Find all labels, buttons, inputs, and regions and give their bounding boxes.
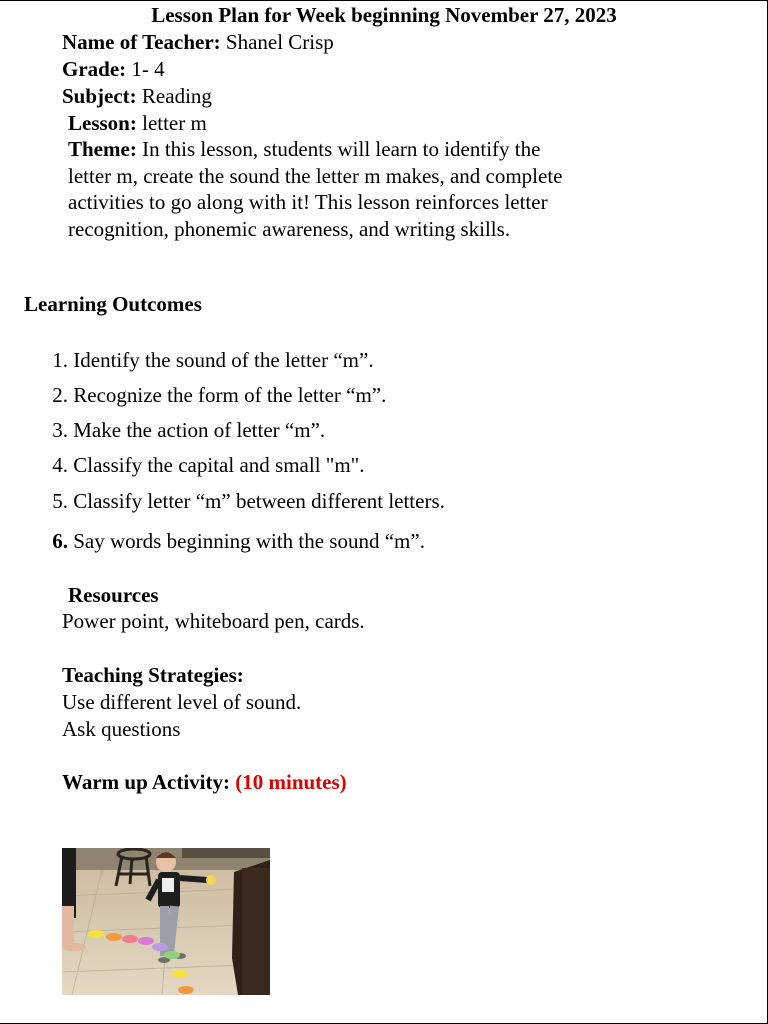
theme-label: Theme: [68, 137, 137, 161]
learning-outcomes-heading: Learning Outcomes [24, 292, 202, 316]
resources-heading: Resources [68, 583, 159, 607]
list-item [46, 347, 374, 373]
list-number: 6. [52, 529, 68, 553]
list-item [46, 488, 445, 514]
warmup-line [62, 769, 347, 795]
warmup-label: Warm up Activity: [62, 770, 230, 794]
list-text: Make the action of letter “m”. [73, 418, 326, 442]
list-number: 5. [52, 489, 68, 513]
resources-text: Power point, whiteboard pen, cards. [62, 609, 365, 633]
list-item [46, 452, 365, 478]
lesson-value: letter m [142, 111, 207, 135]
lesson-line [68, 110, 207, 136]
list-text: Classify the capital and small "m". [73, 453, 365, 477]
grade-value: 1- 4 [131, 57, 165, 81]
list-text: Classify letter “m” between different letters. [73, 489, 445, 513]
list-item [46, 382, 386, 408]
document-title: Lesson Plan for Week beginning November 27, 2023 [151, 3, 617, 27]
list-number: 1. [52, 348, 68, 372]
grade-label: Grade: [62, 57, 127, 81]
list-item [46, 528, 425, 554]
list-text: Recognize the form of the letter “m”. [73, 383, 387, 407]
subject-label: Subject: [62, 84, 137, 108]
photo-illustration [62, 848, 270, 995]
list-number: 2. [52, 383, 68, 407]
strategy-item: Ask questions [62, 717, 181, 741]
list-number: 3. [52, 418, 68, 442]
page-border-top [0, 0, 768, 1]
child-hopscotch-photo [62, 848, 270, 995]
list-number: 4. [52, 453, 68, 477]
list-text: Say words beginning with the sound “m”. [73, 529, 425, 553]
teacher-line [62, 29, 334, 55]
theme-text: In this lesson, students will learn to identify the letter m, create the sound the letter m makes, and complete activities to go along with it! This lesson reinforces letter recognition, phonemic awareness, and writing skills. [68, 137, 563, 241]
teacher-label: Name of Teacher: [62, 30, 221, 54]
warmup-duration: (10 minutes) [235, 770, 347, 794]
subject-value: Reading [141, 84, 212, 108]
theme-paragraph [68, 136, 568, 242]
list-item [46, 417, 325, 443]
strategy-item: Use different level of sound. [62, 690, 302, 714]
teacher-value: Shanel Crisp [225, 30, 334, 54]
list-text: Identify the sound of the letter “m”. [73, 348, 374, 372]
grade-line [62, 56, 165, 82]
lesson-label: Lesson: [68, 111, 137, 135]
subject-line [62, 83, 212, 109]
teaching-strategies-heading: Teaching Strategies: [62, 663, 244, 687]
